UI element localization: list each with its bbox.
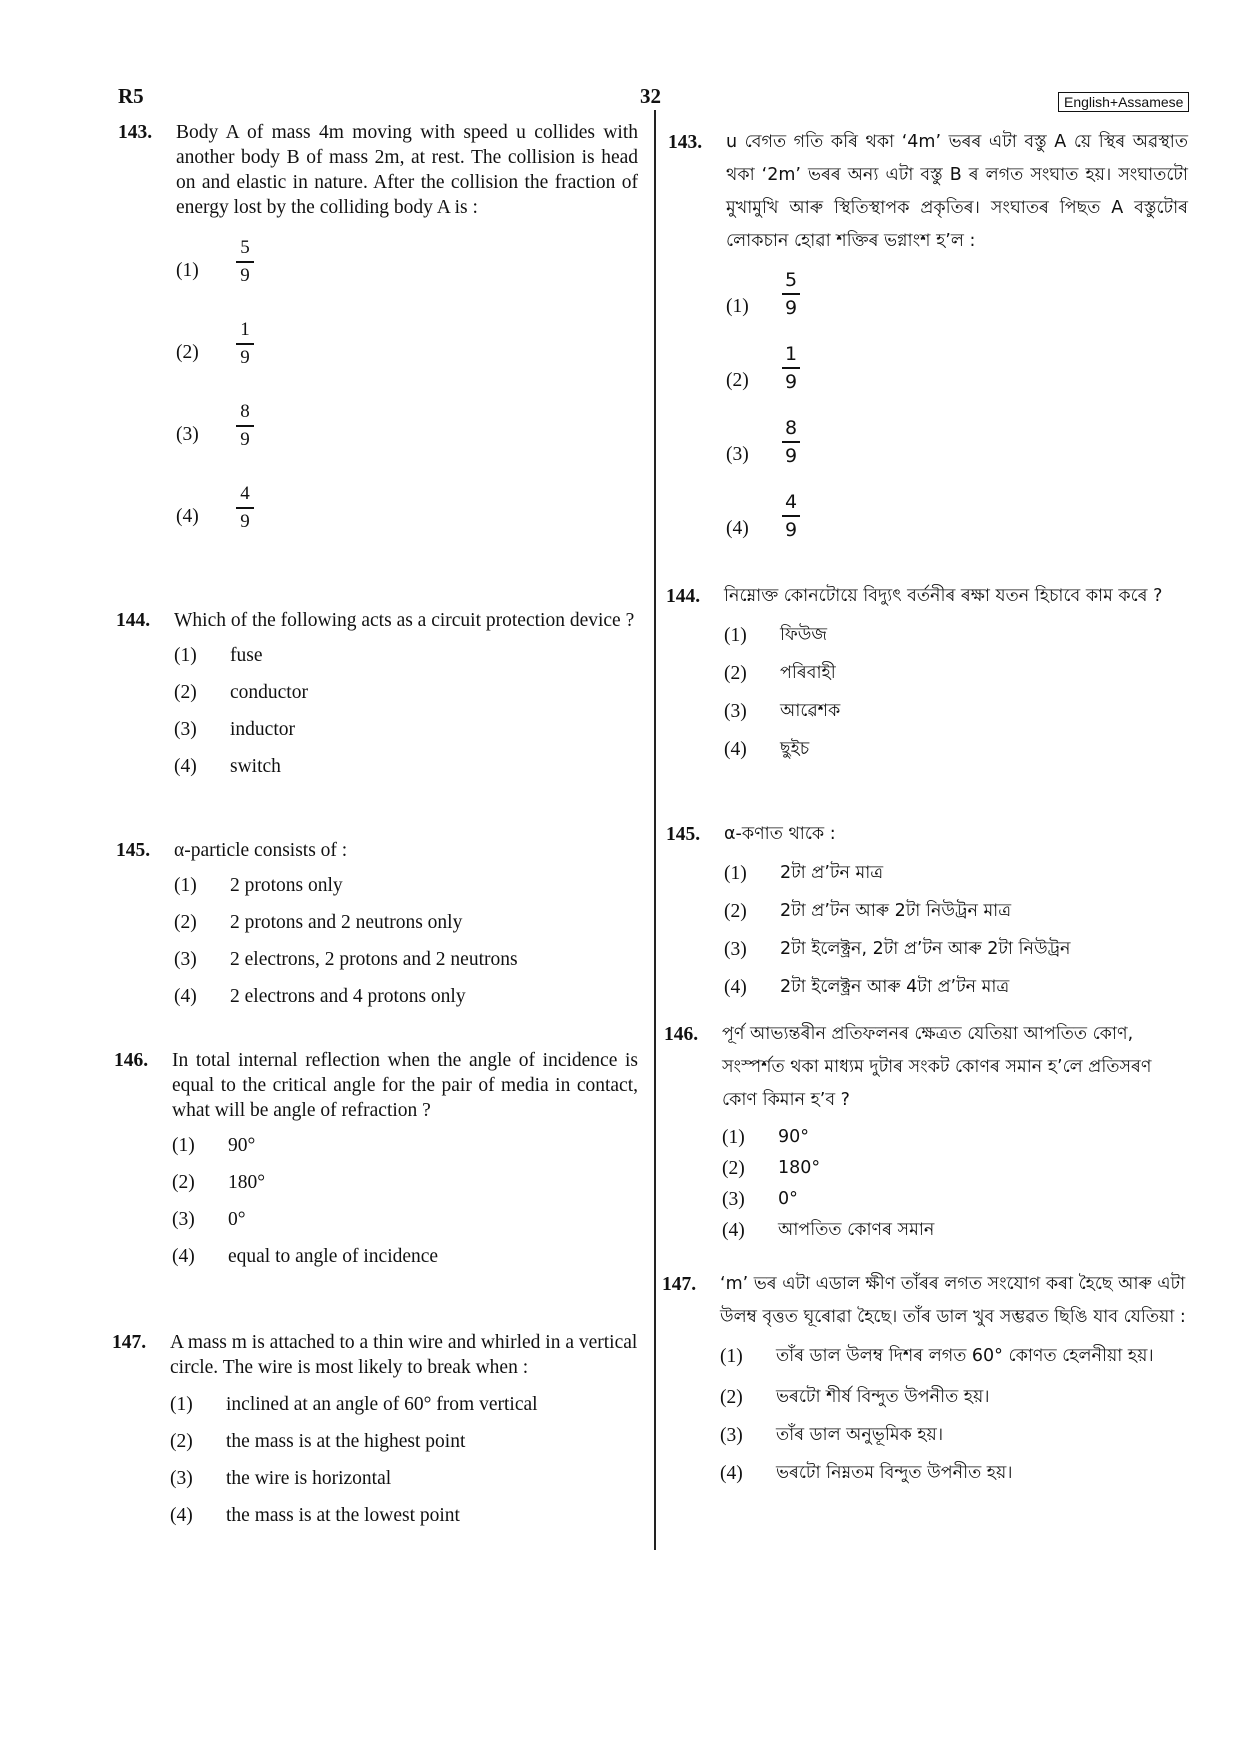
denominator: 9 [240, 510, 250, 532]
option [176, 236, 638, 318]
option-number: (4) [172, 1246, 195, 1267]
question-number: 146. [664, 1024, 699, 1045]
option [174, 717, 638, 754]
option-number: (3) [724, 701, 747, 722]
numerator: 4 [240, 483, 250, 504]
option-number: (2) [170, 1431, 193, 1452]
option-number: (2) [720, 1387, 743, 1408]
question-147-as [662, 1268, 1188, 1495]
option [724, 733, 1188, 771]
option-text: 2টা প্ৰ’টন আৰু 2টা নিউট্ৰন মাত্ৰ [780, 901, 1012, 921]
question-stem: u বেগত গতি কৰি থকা ‘4m’ ভৰৰ এটা বস্তু A য়ে স্থিৰ অৱস্থাত থকা ‘2m’ ভৰৰ অন্য এটা বস্তু B ৰ লগত সংঘাত হয়। সংঘাতটো মুখামুখি আৰু স্থিতিস্থাপক প্ৰকৃতিৰ। সংঘাতৰ পিছত A বস্তুটোৰ লোকচান হোৱা শক্তিৰ ভগ্নাংশ হ’ল : [726, 132, 1188, 251]
question-stem: নিম্নোক্ত কোনটোয়ে বিদ্যুৎ বৰ্তনীৰ ৰক্ষা যতন হিচাবে কাম কৰে ? [724, 586, 1163, 606]
question-number: 144. [116, 610, 151, 631]
option-text: fuse [230, 645, 263, 666]
option-text: পৰিবাহী [780, 663, 836, 683]
option [722, 1152, 1188, 1183]
page-number: 32 [640, 84, 661, 108]
fraction [782, 268, 800, 320]
option-text: 2 electrons and 4 protons only [230, 986, 466, 1007]
numerator: 8 [240, 401, 250, 422]
question-stem: α-particle consists of : [174, 840, 348, 861]
option [726, 490, 1188, 564]
option-text: ছুইচ [780, 739, 810, 759]
language-badge: English+Assamese [1058, 92, 1189, 112]
option-number: (2) [174, 682, 197, 703]
option [172, 1244, 638, 1281]
option-number: (3) [176, 424, 199, 445]
option-number: (4) [724, 977, 747, 998]
option-number: (4) [720, 1463, 743, 1484]
option-text: inclined at an angle of 60° from vertical [226, 1394, 538, 1415]
option-number: (2) [726, 370, 749, 391]
option-number: (2) [172, 1172, 195, 1193]
option-number: (3) [172, 1209, 195, 1230]
fraction-bar [782, 515, 800, 517]
question-stem: α-কণাত থাকে : [724, 824, 836, 844]
question-number: 145. [116, 840, 151, 861]
fraction-bar [782, 441, 800, 443]
option-number: (3) [724, 939, 747, 960]
question-146-en [114, 1048, 638, 1281]
option-number: (1) [172, 1135, 195, 1156]
denominator: 9 [240, 264, 250, 286]
question-144-as [666, 580, 1188, 771]
option-number: (3) [170, 1468, 193, 1489]
option [174, 643, 638, 680]
option [170, 1392, 638, 1429]
option-number: (1) [724, 625, 747, 646]
option-text: 2টা ইলেক্ট্ৰন, 2টা প্ৰ’টন আৰু 2টা নিউট্ৰন [780, 939, 1071, 959]
option [726, 416, 1188, 490]
question-number: 147. [112, 1332, 147, 1353]
option-text: তাঁৰ ডাল উলম্ব দিশৰ লগত 60° কোণত হেলনীয়া হয়। [776, 1346, 1154, 1366]
numerator: 8 [784, 417, 798, 439]
option [720, 1381, 1188, 1419]
option [724, 619, 1188, 657]
option [724, 857, 1188, 895]
fraction [782, 416, 800, 468]
option-text: the wire is horizontal [226, 1468, 392, 1489]
option [720, 1419, 1188, 1457]
option-text: inductor [230, 719, 295, 740]
option [172, 1133, 638, 1170]
option-text: আৱেশক [780, 701, 841, 721]
option-number: (2) [176, 342, 199, 363]
option-number: (2) [724, 901, 747, 922]
option-text: তাঁৰ ডাল অনুভূমিক হয়। [776, 1425, 944, 1445]
option-number: (4) [176, 506, 199, 527]
options [170, 1392, 638, 1540]
option-text: 2 protons only [230, 875, 343, 896]
option [724, 971, 1188, 1009]
option-text: switch [230, 756, 281, 777]
option-text: 0° [228, 1209, 246, 1230]
option [170, 1429, 638, 1466]
question-144-en [116, 608, 638, 791]
fraction-bar [236, 343, 254, 345]
option-number: (1) [726, 296, 749, 317]
denominator: 9 [240, 428, 250, 450]
question-147-en [112, 1330, 638, 1540]
numerator: 1 [784, 343, 798, 365]
option-number: (2) [722, 1158, 745, 1179]
option-text: আপতিত কোণৰ সমান [778, 1220, 935, 1240]
options [724, 857, 1188, 1009]
option [174, 910, 638, 947]
option [176, 318, 638, 400]
question-stem: পূৰ্ণ আভ্যন্তৰীন প্ৰতিফলনৰ ক্ষেত্ৰত যেতিয়া আপতিত কোণ, সংস্পৰ্শত থকা মাধ্যম দুটাৰ সংকট কোণৰ সমান হ’লে প্ৰতিসৰণ কোণ কিমান হ’ব ? [722, 1024, 1152, 1110]
option [724, 933, 1188, 971]
fraction-bar [236, 507, 254, 509]
option-number: (1) [722, 1127, 745, 1148]
numerator: 1 [240, 319, 250, 340]
option-number: (3) [174, 719, 197, 740]
options [176, 236, 638, 564]
denominator: 9 [784, 370, 798, 393]
option [724, 695, 1188, 733]
denominator: 9 [240, 346, 250, 368]
option-number: (3) [720, 1425, 743, 1446]
option-text: the mass is at the highest point [226, 1431, 466, 1452]
fraction [782, 490, 800, 542]
option-number: (2) [724, 663, 747, 684]
options [724, 619, 1188, 771]
option-text: 2টা ইলেক্ট্ৰন আৰু 4টা প্ৰ’টন মাত্ৰ [780, 977, 1010, 997]
option [174, 873, 638, 910]
question-stem: Which of the following acts as a circuit protection device ? [174, 610, 635, 631]
option [170, 1466, 638, 1503]
option [726, 268, 1188, 342]
option-text: 2 electrons, 2 protons and 2 neutrons [230, 949, 518, 970]
option-text: 2টা প্ৰ’টন মাত্ৰ [780, 863, 884, 883]
option-text: conductor [230, 682, 308, 703]
fraction-bar [782, 367, 800, 369]
fraction [236, 318, 254, 370]
question-number: 143. [668, 132, 703, 153]
options [720, 1340, 1188, 1495]
fraction-bar [236, 425, 254, 427]
denominator: 9 [784, 444, 798, 467]
option [174, 680, 638, 717]
option [722, 1121, 1188, 1152]
paper-code: R5 [118, 84, 144, 108]
numerator: 4 [784, 491, 798, 513]
question-145-en [116, 838, 638, 1021]
option-number: (1) [724, 863, 747, 884]
fraction [236, 400, 254, 452]
option-text: 0° [778, 1189, 798, 1209]
fraction [236, 236, 254, 288]
option-text: 90° [778, 1127, 810, 1147]
option-text: 180° [228, 1172, 266, 1193]
question-143-as [668, 126, 1188, 564]
option-number: (1) [170, 1394, 193, 1415]
fraction-bar [236, 261, 254, 263]
options [174, 643, 638, 791]
numerator: 5 [784, 269, 798, 291]
option [174, 984, 638, 1021]
option [172, 1207, 638, 1244]
option-text: ভৰটো শীৰ্ষ বিন্দুত উপনীত হয়। [776, 1387, 990, 1407]
option [722, 1183, 1188, 1214]
options [172, 1133, 638, 1281]
option-number: (4) [726, 518, 749, 539]
option-text: the mass is at the lowest point [226, 1505, 460, 1526]
question-146-as [664, 1018, 1188, 1245]
option-number: (4) [174, 756, 197, 777]
option-number: (2) [174, 912, 197, 933]
question-number: 143. [118, 122, 153, 143]
option-number: (4) [724, 739, 747, 760]
options [722, 1121, 1188, 1245]
option-text: equal to angle of incidence [228, 1246, 439, 1267]
option [724, 895, 1188, 933]
option-text: ভৰটো নিম্নতম বিন্দুত উপনীত হয়। [776, 1463, 1013, 1483]
option-number: (1) [174, 645, 197, 666]
option [172, 1170, 638, 1207]
option-number: (4) [722, 1220, 745, 1241]
option [726, 342, 1188, 416]
numerator: 5 [240, 237, 250, 258]
question-number: 145. [666, 824, 701, 845]
option [720, 1457, 1188, 1495]
question-stem: In total internal reflection when the angle of incidence is equal to the critical angle for the pair of media in contact, what will be angle of refraction ? [172, 1050, 638, 1121]
options [174, 873, 638, 1021]
question-143-en [118, 120, 638, 564]
option [174, 754, 638, 791]
question-145-as [666, 818, 1188, 1009]
option-number: (3) [174, 949, 197, 970]
option [170, 1503, 638, 1540]
option-number: (3) [726, 444, 749, 465]
fraction-bar [782, 293, 800, 295]
denominator: 9 [784, 296, 798, 319]
option-text: 2 protons and 2 neutrons only [230, 912, 463, 933]
fraction [236, 482, 254, 534]
fraction [782, 342, 800, 394]
option-text: 90° [228, 1135, 256, 1156]
option-number: (1) [176, 260, 199, 281]
question-stem: Body A of mass 4m moving with speed u collides with another body B of mass 2m, at rest. The collision is head on and elastic in nature. After the collision the fraction of energy lost by the colliding body A is : [176, 122, 638, 218]
question-stem: ‘m’ ভৰ এটা এডাল ক্ষীণ তাঁৰৰ লগত সংযোগ কৰা হৈছে আৰু এটা উলম্ব বৃত্তত ঘূৰোৱা হৈছে। তাঁৰ ডাল খুব সম্ভৱত ছিঙি যাব যেতিয়া : [720, 1274, 1186, 1327]
option-text: ফিউজ [780, 625, 828, 645]
option-number: (3) [722, 1189, 745, 1210]
question-number: 144. [666, 586, 701, 607]
option [722, 1214, 1188, 1245]
option [724, 657, 1188, 695]
question-stem: A mass m is attached to a thin wire and whirled in a vertical circle. The wire is most likely to break when : [170, 1332, 638, 1378]
option [176, 482, 638, 564]
option [176, 400, 638, 482]
option-text: 180° [778, 1158, 821, 1178]
option-number: (1) [174, 875, 197, 896]
column-divider [654, 110, 656, 1550]
question-number: 146. [114, 1050, 149, 1071]
option-number: (4) [170, 1505, 193, 1526]
option-number: (1) [720, 1346, 743, 1367]
question-number: 147. [662, 1274, 697, 1295]
option [174, 947, 638, 984]
option-number: (4) [174, 986, 197, 1007]
option [720, 1340, 1188, 1377]
options [726, 268, 1188, 564]
denominator: 9 [784, 518, 798, 541]
